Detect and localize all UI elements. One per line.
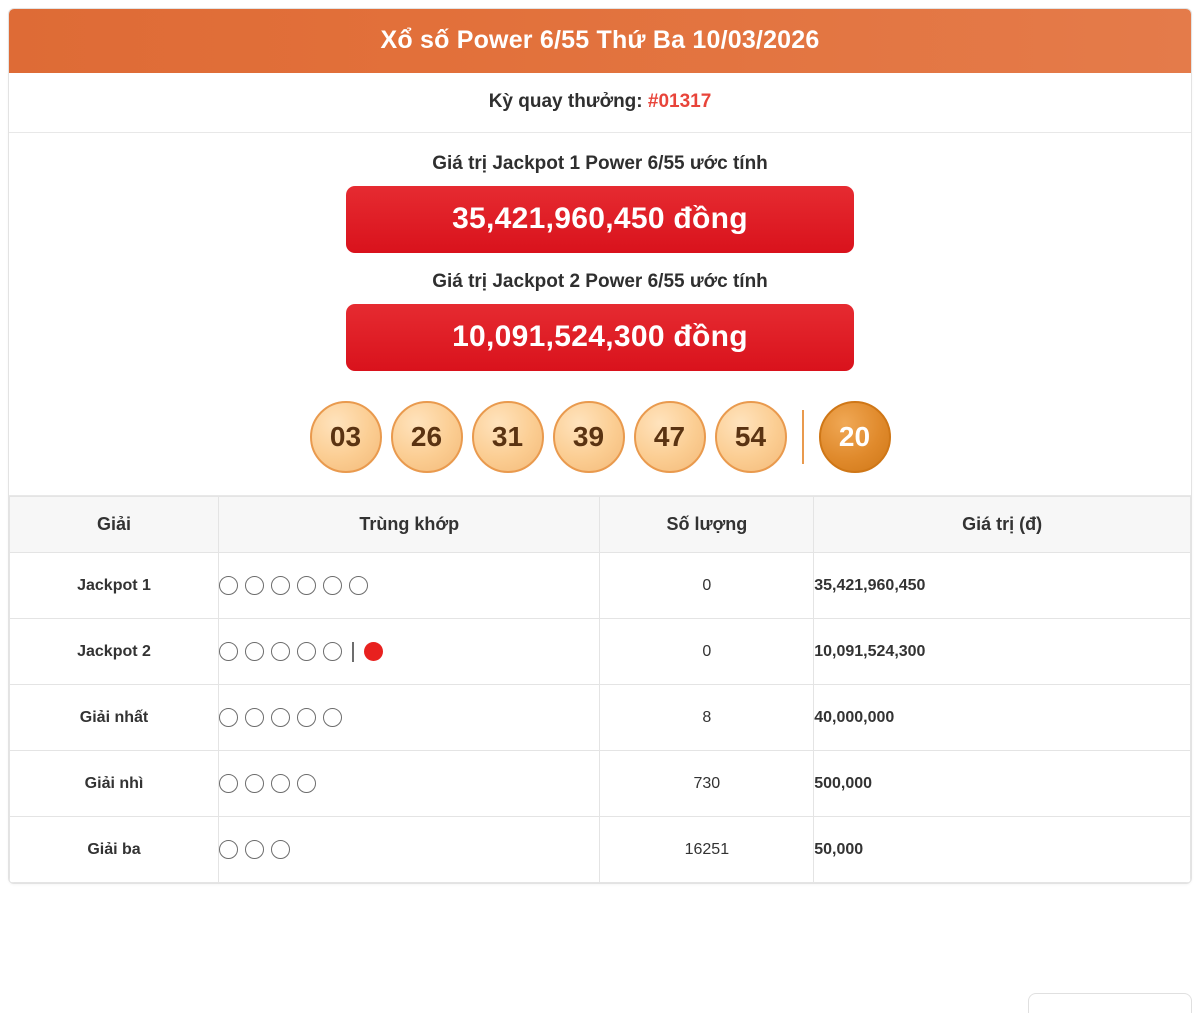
- cell-match-pattern: [219, 817, 600, 883]
- header-match: Trùng khớp: [219, 497, 600, 553]
- match-circle-icon: [219, 840, 238, 859]
- match-circle-icon: [271, 642, 290, 661]
- cell-prize-value: 10,091,524,300: [814, 619, 1191, 685]
- winning-number-ball: 54: [715, 401, 787, 473]
- jackpot1-value: 35,421,960,450 đồng: [346, 186, 854, 253]
- jackpot1-label: Giá trị Jackpot 1 Power 6/55 ước tính: [432, 153, 768, 174]
- ball-divider: [802, 410, 804, 464]
- match-circle-icon: [297, 642, 316, 661]
- match-circle-icon: [245, 642, 264, 661]
- jackpot2-label: Giá trị Jackpot 2 Power 6/55 ước tính: [432, 271, 768, 292]
- cell-winner-count: 730: [600, 751, 814, 817]
- winning-number-ball: 03: [310, 401, 382, 473]
- match-circle-icon: [297, 774, 316, 793]
- match-circles: [219, 774, 599, 793]
- header-value: Giá trị (đ): [814, 497, 1191, 553]
- match-circle-icon: [271, 576, 290, 595]
- match-circle-icon: [245, 576, 264, 595]
- cell-prize-name: Giải nhì: [10, 751, 219, 817]
- table-row: [10, 817, 1191, 883]
- cell-prize-name: Giải nhất: [10, 685, 219, 751]
- cell-prize-value: 500,000: [814, 751, 1191, 817]
- prize-table: [9, 496, 1191, 883]
- cell-prize-name: Giải ba: [10, 817, 219, 883]
- cell-winner-count: 0: [600, 619, 814, 685]
- draw-period-label: Kỳ quay thưởng:: [488, 91, 643, 112]
- match-circles: [219, 576, 599, 595]
- jackpot-section: [9, 133, 1191, 393]
- cell-winner-count: 16251: [600, 817, 814, 883]
- header-count: Số lượng: [600, 497, 814, 553]
- match-circle-icon: [219, 774, 238, 793]
- match-separator-icon: [352, 642, 354, 662]
- cell-prize-name: Jackpot 2: [10, 619, 219, 685]
- match-circle-icon: [323, 708, 342, 727]
- winning-number-ball: 39: [553, 401, 625, 473]
- match-circle-icon: [219, 708, 238, 727]
- match-circle-icon: [271, 840, 290, 859]
- winning-number-ball: 31: [472, 401, 544, 473]
- match-circles: [219, 708, 599, 727]
- cell-match-pattern: [219, 751, 600, 817]
- cell-winner-count: 8: [600, 685, 814, 751]
- match-circle-icon: [219, 642, 238, 661]
- match-circle-icon: [297, 708, 316, 727]
- match-circle-icon: [219, 576, 238, 595]
- match-circle-icon: [323, 642, 342, 661]
- cell-match-pattern: [219, 685, 600, 751]
- prize-table-header-row: [10, 497, 1191, 553]
- table-row: [10, 619, 1191, 685]
- match-circle-icon: [271, 774, 290, 793]
- cell-prize-value: 35,421,960,450: [814, 553, 1191, 619]
- table-row: [10, 553, 1191, 619]
- draw-period-row: [9, 73, 1191, 133]
- draw-period-id: #01317: [647, 91, 712, 112]
- match-circle-icon: [245, 708, 264, 727]
- match-special-circle-icon: [364, 642, 383, 661]
- match-circle-icon: [271, 708, 290, 727]
- bottom-panel-edge: [1028, 993, 1192, 1013]
- cell-match-pattern: [219, 619, 600, 685]
- page-title: Xổ số Power 6/55 Thứ Ba 10/03/2026: [9, 9, 1191, 73]
- match-circle-icon: [349, 576, 368, 595]
- match-circle-icon: [323, 576, 342, 595]
- match-circles: [219, 642, 599, 662]
- cell-match-pattern: [219, 553, 600, 619]
- match-circle-icon: [245, 840, 264, 859]
- winning-number-ball: 47: [634, 401, 706, 473]
- header-prize: Giải: [10, 497, 219, 553]
- cell-prize-name: Jackpot 1: [10, 553, 219, 619]
- cell-winner-count: 0: [600, 553, 814, 619]
- match-circle-icon: [245, 774, 264, 793]
- table-row: [10, 685, 1191, 751]
- winning-numbers: [9, 393, 1191, 496]
- cell-prize-value: 50,000: [814, 817, 1191, 883]
- match-circles: [219, 840, 599, 859]
- jackpot2-value: 10,091,524,300 đồng: [346, 304, 854, 371]
- lottery-result-card: [8, 8, 1192, 884]
- special-number-ball: 20: [819, 401, 891, 473]
- cell-prize-value: 40,000,000: [814, 685, 1191, 751]
- match-circle-icon: [297, 576, 316, 595]
- table-row: [10, 751, 1191, 817]
- winning-number-ball: 26: [391, 401, 463, 473]
